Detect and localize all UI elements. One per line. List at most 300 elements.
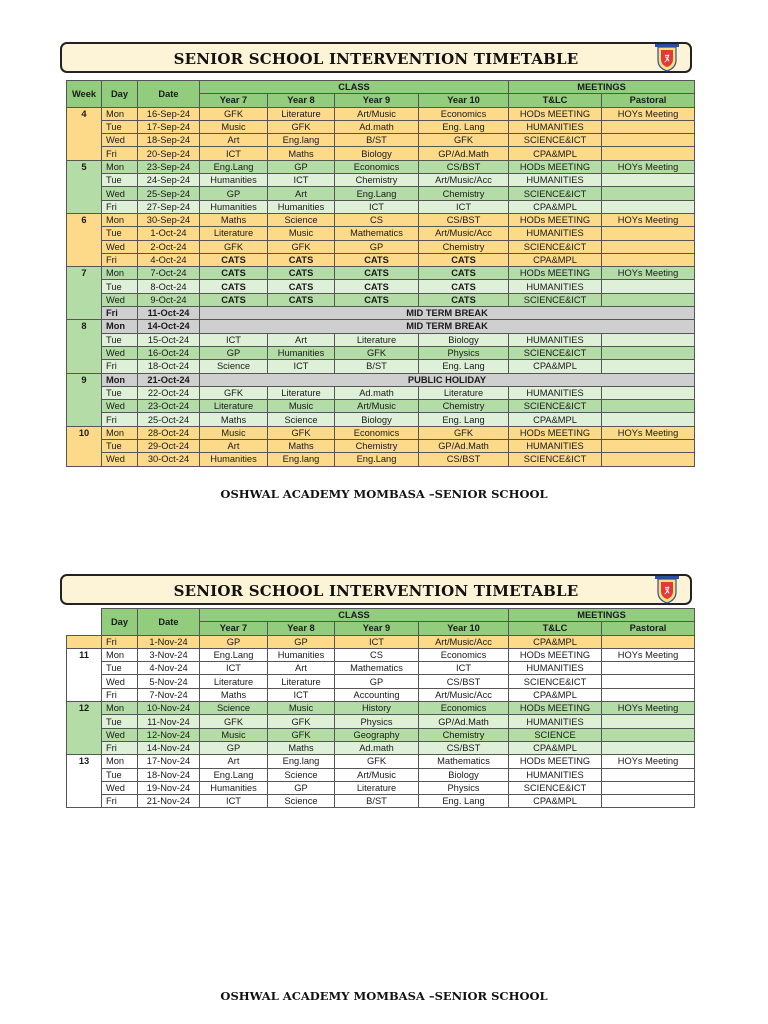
- year9-cell: Chemistry: [335, 440, 419, 453]
- day-cell: Wed: [102, 781, 138, 794]
- table-row: [67, 648, 695, 661]
- year10-cell: Chemistry: [419, 240, 509, 253]
- year9-cell: CATS: [335, 280, 419, 293]
- year7-cell: Music: [200, 120, 268, 133]
- year9-cell: B/ST: [335, 134, 419, 147]
- year7-cell: Art: [200, 440, 268, 453]
- year8-cell: GFK: [268, 240, 335, 253]
- year10-cell: GP/Ad.Math: [419, 147, 509, 160]
- day-cell: Mon: [102, 267, 138, 280]
- year9-cell: Eng.Lang: [335, 187, 419, 200]
- meetings-header: MEETINGS: [509, 609, 695, 622]
- day-cell: Fri: [102, 147, 138, 160]
- day-cell: Fri: [102, 741, 138, 754]
- year9-cell: Literature: [335, 781, 419, 794]
- year8-cell: Science: [268, 213, 335, 226]
- date-cell: 28-Oct-24: [138, 426, 200, 439]
- table-row: [67, 702, 695, 715]
- table-row: [67, 293, 695, 306]
- year7-cell: GFK: [200, 386, 268, 399]
- year7-cell: GP: [200, 741, 268, 754]
- year10-cell: CS/BST: [419, 453, 509, 466]
- year7-cell: GP: [200, 187, 268, 200]
- year9-cell: Art/Music: [335, 107, 419, 120]
- year7-cell: Art: [200, 755, 268, 768]
- tlc-cell: SCIENCE&ICT: [509, 400, 602, 413]
- date-cell: 21-Oct-24: [138, 373, 200, 386]
- year7-cell: Humanities: [200, 453, 268, 466]
- tlc-cell: HODs MEETING: [509, 267, 602, 280]
- pastoral-cell: HOYs Meeting: [602, 107, 695, 120]
- year7-cell: Literature: [200, 227, 268, 240]
- day-cell: Wed: [102, 293, 138, 306]
- pastoral-cell: HOYs Meeting: [602, 426, 695, 439]
- year9-cell: B/ST: [335, 795, 419, 808]
- day-cell: Mon: [102, 755, 138, 768]
- school-crest-icon-2: [654, 573, 680, 605]
- day-cell: Wed: [102, 675, 138, 688]
- date-cell: 14-Oct-24: [138, 320, 200, 333]
- header-row: [67, 609, 695, 622]
- day-cell: Fri: [102, 413, 138, 426]
- day-cell: Tue: [102, 120, 138, 133]
- tlc-cell: HODs MEETING: [509, 648, 602, 661]
- year8-cell: Humanities: [268, 200, 335, 213]
- day-cell: Mon: [102, 426, 138, 439]
- pastoral-cell: [602, 635, 695, 648]
- year8-cell: Maths: [268, 440, 335, 453]
- tlc-cell: CPA&MPL: [509, 360, 602, 373]
- timetable-title-2: SENIOR SCHOOL INTERVENTION TIMETABLE: [173, 582, 579, 600]
- year7-cell: Maths: [200, 688, 268, 701]
- table-row: [67, 715, 695, 728]
- pastoral-cell: [602, 187, 695, 200]
- date-cell: 19-Nov-24: [138, 781, 200, 794]
- pastoral-cell: [602, 240, 695, 253]
- date-cell: 25-Sep-24: [138, 187, 200, 200]
- table-row: [67, 320, 695, 333]
- year8-cell: GFK: [268, 426, 335, 439]
- year10-cell: Biology: [419, 768, 509, 781]
- year9-cell: Biology: [335, 147, 419, 160]
- day-cell: Fri: [102, 307, 138, 320]
- tlc-cell: HODs MEETING: [509, 160, 602, 173]
- pastoral-cell: [602, 741, 695, 754]
- year9-cell: CATS: [335, 293, 419, 306]
- tlc-cell: HUMANITIES: [509, 768, 602, 781]
- year8-cell: Literature: [268, 386, 335, 399]
- pastoral-cell: HOYs Meeting: [602, 648, 695, 661]
- year9-cell: History: [335, 702, 419, 715]
- day-cell: Mon: [102, 107, 138, 120]
- day-cell: Mon: [102, 213, 138, 226]
- year8-header: Year 8: [268, 94, 335, 107]
- table-row: [67, 453, 695, 466]
- date-cell: 24-Sep-24: [138, 174, 200, 187]
- year7-cell: Maths: [200, 413, 268, 426]
- year9-cell: Eng.Lang: [335, 453, 419, 466]
- tlc-cell: HODs MEETING: [509, 107, 602, 120]
- date-header: Date: [138, 609, 200, 636]
- day-cell: Tue: [102, 174, 138, 187]
- year7-cell: CATS: [200, 280, 268, 293]
- pastoral-cell: [602, 688, 695, 701]
- table-row: [67, 333, 695, 346]
- date-cell: 14-Nov-24: [138, 741, 200, 754]
- date-cell: 18-Sep-24: [138, 134, 200, 147]
- year9-cell: Physics: [335, 715, 419, 728]
- date-cell: 17-Nov-24: [138, 755, 200, 768]
- year7-cell: Humanities: [200, 200, 268, 213]
- table-row: [67, 187, 695, 200]
- table-row: [67, 768, 695, 781]
- year7-cell: Music: [200, 426, 268, 439]
- year9-cell: Ad.math: [335, 120, 419, 133]
- table-row: [67, 253, 695, 266]
- pastoral-cell: HOYs Meeting: [602, 213, 695, 226]
- year9-cell: CS: [335, 213, 419, 226]
- year8-cell: Literature: [268, 675, 335, 688]
- date-cell: 27-Sep-24: [138, 200, 200, 213]
- table-row: [67, 373, 695, 386]
- table-row: [67, 413, 695, 426]
- year7-cell: Eng.Lang: [200, 160, 268, 173]
- date-cell: 11-Nov-24: [138, 715, 200, 728]
- date-header: Date: [138, 81, 200, 108]
- footer-2: OSHWAL ACADEMY MOMBASA –SENIOR SCHOOL: [220, 989, 548, 1003]
- class-header: CLASS: [200, 81, 509, 94]
- pastoral-cell: [602, 120, 695, 133]
- timetable-title: SENIOR SCHOOL INTERVENTION TIMETABLE: [173, 50, 579, 68]
- week-cell: 5: [67, 160, 102, 213]
- year10-header: Year 10: [419, 94, 509, 107]
- footer-1: OSHWAL ACADEMY MOMBASA –SENIOR SCHOOL: [220, 487, 548, 501]
- year9-cell: Mathematics: [335, 662, 419, 675]
- year8-cell: GFK: [268, 728, 335, 741]
- tlc-header: T&LC: [509, 622, 602, 635]
- year8-cell: Music: [268, 400, 335, 413]
- date-cell: 7-Nov-24: [138, 688, 200, 701]
- year10-cell: Chemistry: [419, 187, 509, 200]
- table-row: [67, 120, 695, 133]
- tlc-cell: SCIENCE&ICT: [509, 675, 602, 688]
- year7-cell: ICT: [200, 333, 268, 346]
- year7-cell: Art: [200, 134, 268, 147]
- tlc-cell: CPA&MPL: [509, 147, 602, 160]
- year10-cell: CATS: [419, 253, 509, 266]
- timetable-1: [66, 80, 695, 467]
- year7-cell: Humanities: [200, 174, 268, 187]
- day-cell: Wed: [102, 187, 138, 200]
- year7-header: Year 7: [200, 622, 268, 635]
- day-cell: Mon: [102, 702, 138, 715]
- year9-cell: Mathematics: [335, 227, 419, 240]
- year10-cell: Chemistry: [419, 400, 509, 413]
- table-row: [67, 213, 695, 226]
- date-cell: 1-Oct-24: [138, 227, 200, 240]
- day-cell: Mon: [102, 648, 138, 661]
- year7-cell: Science: [200, 360, 268, 373]
- date-cell: 7-Oct-24: [138, 267, 200, 280]
- year8-cell: ICT: [268, 688, 335, 701]
- date-cell: 30-Sep-24: [138, 213, 200, 226]
- year10-cell: Eng. Lang: [419, 120, 509, 133]
- tlc-cell: HUMANITIES: [509, 333, 602, 346]
- year7-cell: Literature: [200, 675, 268, 688]
- table-row: [67, 174, 695, 187]
- year10-cell: GFK: [419, 134, 509, 147]
- week-cell: 8: [67, 320, 102, 373]
- day-cell: Tue: [102, 280, 138, 293]
- year10-cell: Economics: [419, 107, 509, 120]
- week-cell: 6: [67, 213, 102, 266]
- tlc-cell: HUMANITIES: [509, 440, 602, 453]
- day-cell: Mon: [102, 160, 138, 173]
- day-cell: Fri: [102, 635, 138, 648]
- year10-cell: Economics: [419, 702, 509, 715]
- pastoral-header: Pastoral: [602, 622, 695, 635]
- year9-header: Year 9: [335, 622, 419, 635]
- class-header: CLASS: [200, 609, 509, 622]
- day-cell: Wed: [102, 134, 138, 147]
- year9-cell: ICT: [335, 200, 419, 213]
- tlc-cell: SCIENCE&ICT: [509, 134, 602, 147]
- meetings-header: MEETINGS: [509, 81, 695, 94]
- week-cell: 9: [67, 373, 102, 426]
- year8-cell: Literature: [268, 107, 335, 120]
- year8-cell: Maths: [268, 147, 335, 160]
- day-cell: Wed: [102, 728, 138, 741]
- day-header: Day: [102, 81, 138, 108]
- pastoral-cell: [602, 728, 695, 741]
- year7-header: Year 7: [200, 94, 268, 107]
- year7-cell: Literature: [200, 400, 268, 413]
- year8-cell: GFK: [268, 120, 335, 133]
- year10-cell: CATS: [419, 293, 509, 306]
- day-cell: Tue: [102, 715, 138, 728]
- date-cell: 18-Oct-24: [138, 360, 200, 373]
- date-cell: 23-Oct-24: [138, 400, 200, 413]
- year8-cell: Eng.lang: [268, 453, 335, 466]
- pastoral-cell: HOYs Meeting: [602, 755, 695, 768]
- svg-text:ﾇ: ﾇ: [664, 586, 670, 597]
- pastoral-cell: [602, 253, 695, 266]
- year9-cell: GFK: [335, 346, 419, 359]
- year7-cell: Music: [200, 728, 268, 741]
- table-row: [67, 400, 695, 413]
- pastoral-cell: [602, 715, 695, 728]
- pastoral-cell: HOYs Meeting: [602, 267, 695, 280]
- date-cell: 1-Nov-24: [138, 635, 200, 648]
- year10-cell: Literature: [419, 386, 509, 399]
- year7-cell: Eng.Lang: [200, 648, 268, 661]
- year10-cell: Art/Music/Acc: [419, 227, 509, 240]
- year9-header: Year 9: [335, 94, 419, 107]
- table-row: [67, 267, 695, 280]
- tlc-cell: CPA&MPL: [509, 635, 602, 648]
- break-cell: PUBLIC HOLIDAY: [200, 373, 695, 386]
- date-cell: 10-Nov-24: [138, 702, 200, 715]
- year7-cell: ICT: [200, 147, 268, 160]
- table-row: [67, 662, 695, 675]
- year10-cell: Economics: [419, 648, 509, 661]
- year7-cell: ICT: [200, 795, 268, 808]
- table-row: [67, 227, 695, 240]
- year8-cell: GP: [268, 781, 335, 794]
- year10-cell: Art/Music/Acc: [419, 174, 509, 187]
- year8-cell: Eng.lang: [268, 755, 335, 768]
- date-cell: 17-Sep-24: [138, 120, 200, 133]
- week-cell: 7: [67, 267, 102, 320]
- date-cell: 11-Oct-24: [138, 307, 200, 320]
- tlc-cell: HUMANITIES: [509, 662, 602, 675]
- day-cell: Tue: [102, 227, 138, 240]
- table-row: [67, 160, 695, 173]
- date-cell: 29-Oct-24: [138, 440, 200, 453]
- year8-cell: Science: [268, 768, 335, 781]
- year10-cell: GP/Ad.Math: [419, 440, 509, 453]
- tlc-cell: SCIENCE&ICT: [509, 453, 602, 466]
- year8-cell: CATS: [268, 267, 335, 280]
- year9-cell: Economics: [335, 426, 419, 439]
- tlc-cell: HUMANITIES: [509, 280, 602, 293]
- year7-cell: Science: [200, 702, 268, 715]
- table-row: [67, 280, 695, 293]
- tlc-cell: HODs MEETING: [509, 213, 602, 226]
- year9-cell: GFK: [335, 755, 419, 768]
- day-cell: Mon: [102, 320, 138, 333]
- table-row: [67, 728, 695, 741]
- tlc-cell: HUMANITIES: [509, 227, 602, 240]
- tlc-cell: CPA&MPL: [509, 741, 602, 754]
- tlc-cell: HUMANITIES: [509, 386, 602, 399]
- year10-cell: Eng. Lang: [419, 360, 509, 373]
- date-cell: 18-Nov-24: [138, 768, 200, 781]
- day-cell: Wed: [102, 240, 138, 253]
- tlc-cell: SCIENCE&ICT: [509, 240, 602, 253]
- timetable-title-bar: [60, 42, 692, 73]
- table-row: [67, 688, 695, 701]
- year10-cell: CS/BST: [419, 213, 509, 226]
- pastoral-cell: [602, 675, 695, 688]
- table-row: [67, 781, 695, 794]
- date-cell: 16-Oct-24: [138, 346, 200, 359]
- year9-cell: GP: [335, 240, 419, 253]
- table-row: [67, 360, 695, 373]
- tlc-cell: CPA&MPL: [509, 795, 602, 808]
- date-cell: 9-Oct-24: [138, 293, 200, 306]
- tlc-cell: CPA&MPL: [509, 200, 602, 213]
- year8-cell: CATS: [268, 253, 335, 266]
- date-cell: 4-Oct-24: [138, 253, 200, 266]
- year8-cell: Music: [268, 227, 335, 240]
- year9-cell: Literature: [335, 333, 419, 346]
- year10-cell: CS/BST: [419, 675, 509, 688]
- year8-cell: CATS: [268, 293, 335, 306]
- year9-cell: Ad.math: [335, 741, 419, 754]
- year10-cell: ICT: [419, 662, 509, 675]
- year7-cell: CATS: [200, 253, 268, 266]
- date-cell: 22-Oct-24: [138, 386, 200, 399]
- year10-cell: Mathematics: [419, 755, 509, 768]
- pastoral-cell: [602, 346, 695, 359]
- pastoral-cell: [602, 400, 695, 413]
- pastoral-cell: [602, 174, 695, 187]
- date-cell: 20-Sep-24: [138, 147, 200, 160]
- date-cell: 21-Nov-24: [138, 795, 200, 808]
- year8-cell: GP: [268, 635, 335, 648]
- day-cell: Mon: [102, 373, 138, 386]
- timetable-2: [66, 608, 695, 808]
- year9-cell: Art/Music: [335, 768, 419, 781]
- tlc-cell: SCIENCE: [509, 728, 602, 741]
- tlc-cell: HUMANITIES: [509, 120, 602, 133]
- pastoral-cell: [602, 280, 695, 293]
- year10-cell: GFK: [419, 426, 509, 439]
- year7-cell: GP: [200, 635, 268, 648]
- tlc-cell: HODs MEETING: [509, 426, 602, 439]
- pastoral-cell: HOYs Meeting: [602, 160, 695, 173]
- date-cell: 12-Nov-24: [138, 728, 200, 741]
- day-cell: Fri: [102, 795, 138, 808]
- tlc-cell: HUMANITIES: [509, 715, 602, 728]
- year8-cell: Music: [268, 702, 335, 715]
- table-row: [67, 755, 695, 768]
- week-cell: 11: [67, 648, 102, 701]
- day-cell: Tue: [102, 440, 138, 453]
- table-row: [67, 386, 695, 399]
- year8-cell: Art: [268, 662, 335, 675]
- year8-cell: GFK: [268, 715, 335, 728]
- timetable-title-bar-2: [60, 574, 692, 605]
- break-cell: MID TERM BREAK: [200, 320, 695, 333]
- pastoral-cell: [602, 768, 695, 781]
- day-cell: Tue: [102, 768, 138, 781]
- svg-text:ﾇ: ﾇ: [664, 54, 670, 65]
- year10-cell: Art/Music/Acc: [419, 688, 509, 701]
- week-header: [67, 609, 102, 636]
- date-cell: 15-Oct-24: [138, 333, 200, 346]
- year10-cell: CATS: [419, 280, 509, 293]
- table-row: [67, 440, 695, 453]
- pastoral-cell: HOYs Meeting: [602, 702, 695, 715]
- pastoral-cell: [602, 413, 695, 426]
- table-row: [67, 200, 695, 213]
- year10-cell: Eng. Lang: [419, 795, 509, 808]
- pastoral-cell: [602, 147, 695, 160]
- table-row: [67, 307, 695, 320]
- year10-header: Year 10: [419, 622, 509, 635]
- year7-cell: Maths: [200, 213, 268, 226]
- year10-cell: Physics: [419, 781, 509, 794]
- pastoral-cell: [602, 453, 695, 466]
- day-header: Day: [102, 609, 138, 636]
- year10-cell: CS/BST: [419, 160, 509, 173]
- year9-cell: GP: [335, 675, 419, 688]
- school-crest-icon: [654, 41, 680, 73]
- year9-cell: Art/Music: [335, 400, 419, 413]
- day-cell: Tue: [102, 662, 138, 675]
- tlc-cell: CPA&MPL: [509, 688, 602, 701]
- date-cell: 2-Oct-24: [138, 240, 200, 253]
- table-row: [67, 147, 695, 160]
- date-cell: 25-Oct-24: [138, 413, 200, 426]
- year9-cell: Economics: [335, 160, 419, 173]
- year9-cell: Geography: [335, 728, 419, 741]
- pastoral-cell: [602, 227, 695, 240]
- day-cell: Wed: [102, 453, 138, 466]
- year8-header: Year 8: [268, 622, 335, 635]
